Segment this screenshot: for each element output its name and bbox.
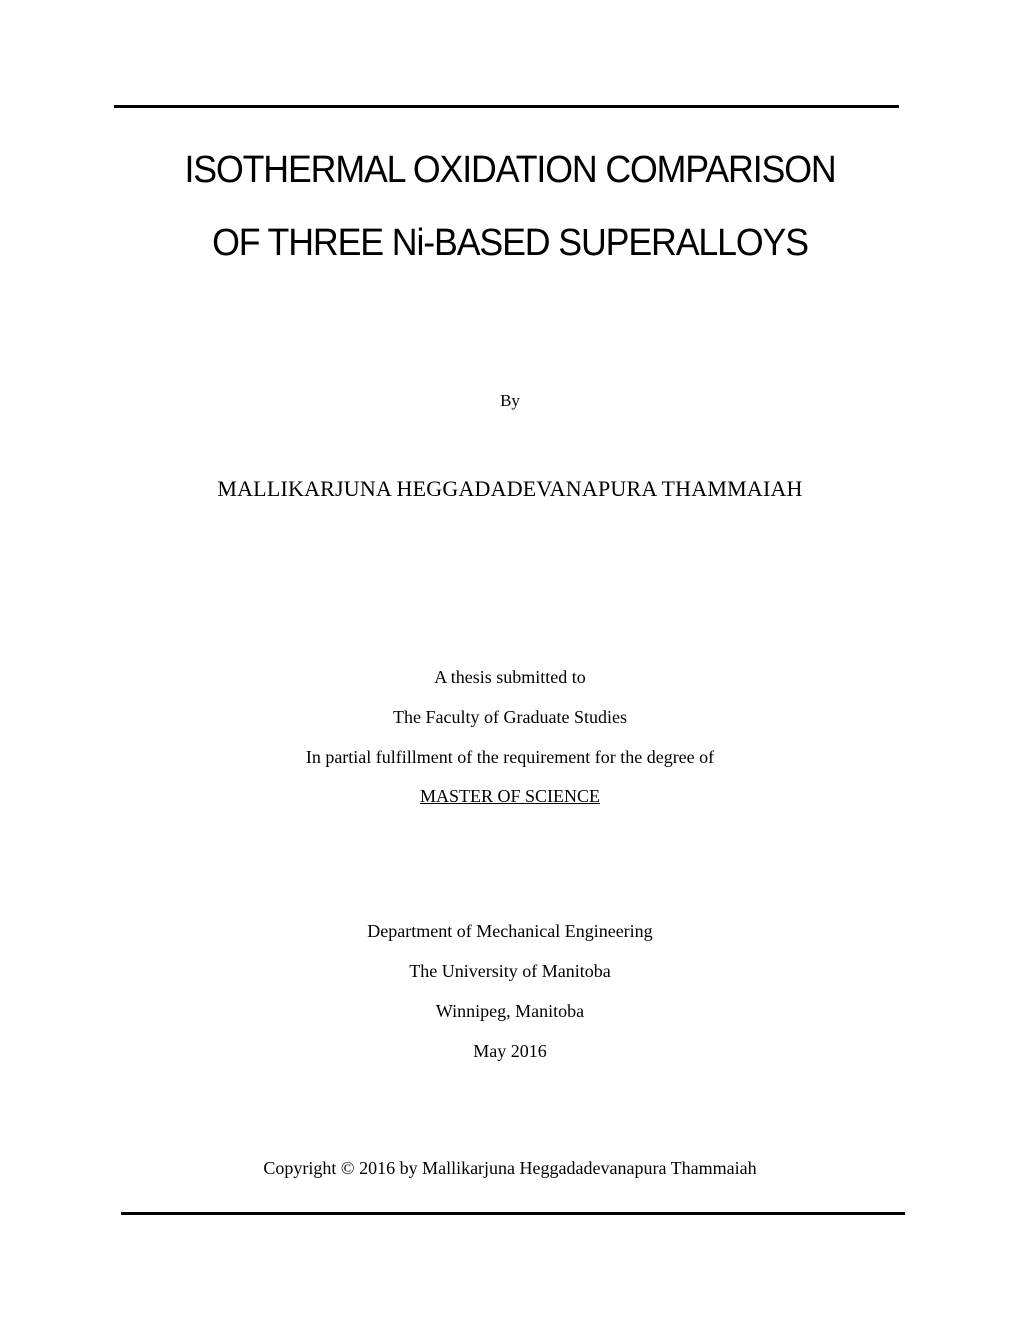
- top-rule: [114, 105, 899, 108]
- location: Winnipeg, Manitoba: [435, 1001, 585, 1021]
- submission-line-2: The Faculty of Graduate Studies: [393, 707, 627, 727]
- submission-line-1: A thesis submitted to: [434, 667, 586, 687]
- university: The University of Manitoba: [409, 961, 611, 981]
- submission-date: May 2016: [473, 1041, 547, 1061]
- degree-name: MASTER OF SCIENCE: [419, 786, 601, 806]
- thesis-title-line-1: ISOTHERMAL OXIDATION COMPARISON: [184, 149, 836, 191]
- author-name: MALLIKARJUNA HEGGADADEVANAPURA THAMMAIAH: [217, 476, 803, 501]
- copyright-notice: Copyright © 2016 by Mallikarjuna Heggadadevanapura Thammaiah: [263, 1158, 757, 1178]
- bottom-rule: [121, 1212, 905, 1215]
- by-label: By: [500, 391, 520, 410]
- thesis-title-line-2: OF THREE Ni-BASED SUPERALLOYS: [212, 222, 808, 264]
- submission-line-3: In partial fulfillment of the requirement for the degree of: [305, 747, 715, 767]
- department: Department of Mechanical Engineering: [367, 921, 653, 941]
